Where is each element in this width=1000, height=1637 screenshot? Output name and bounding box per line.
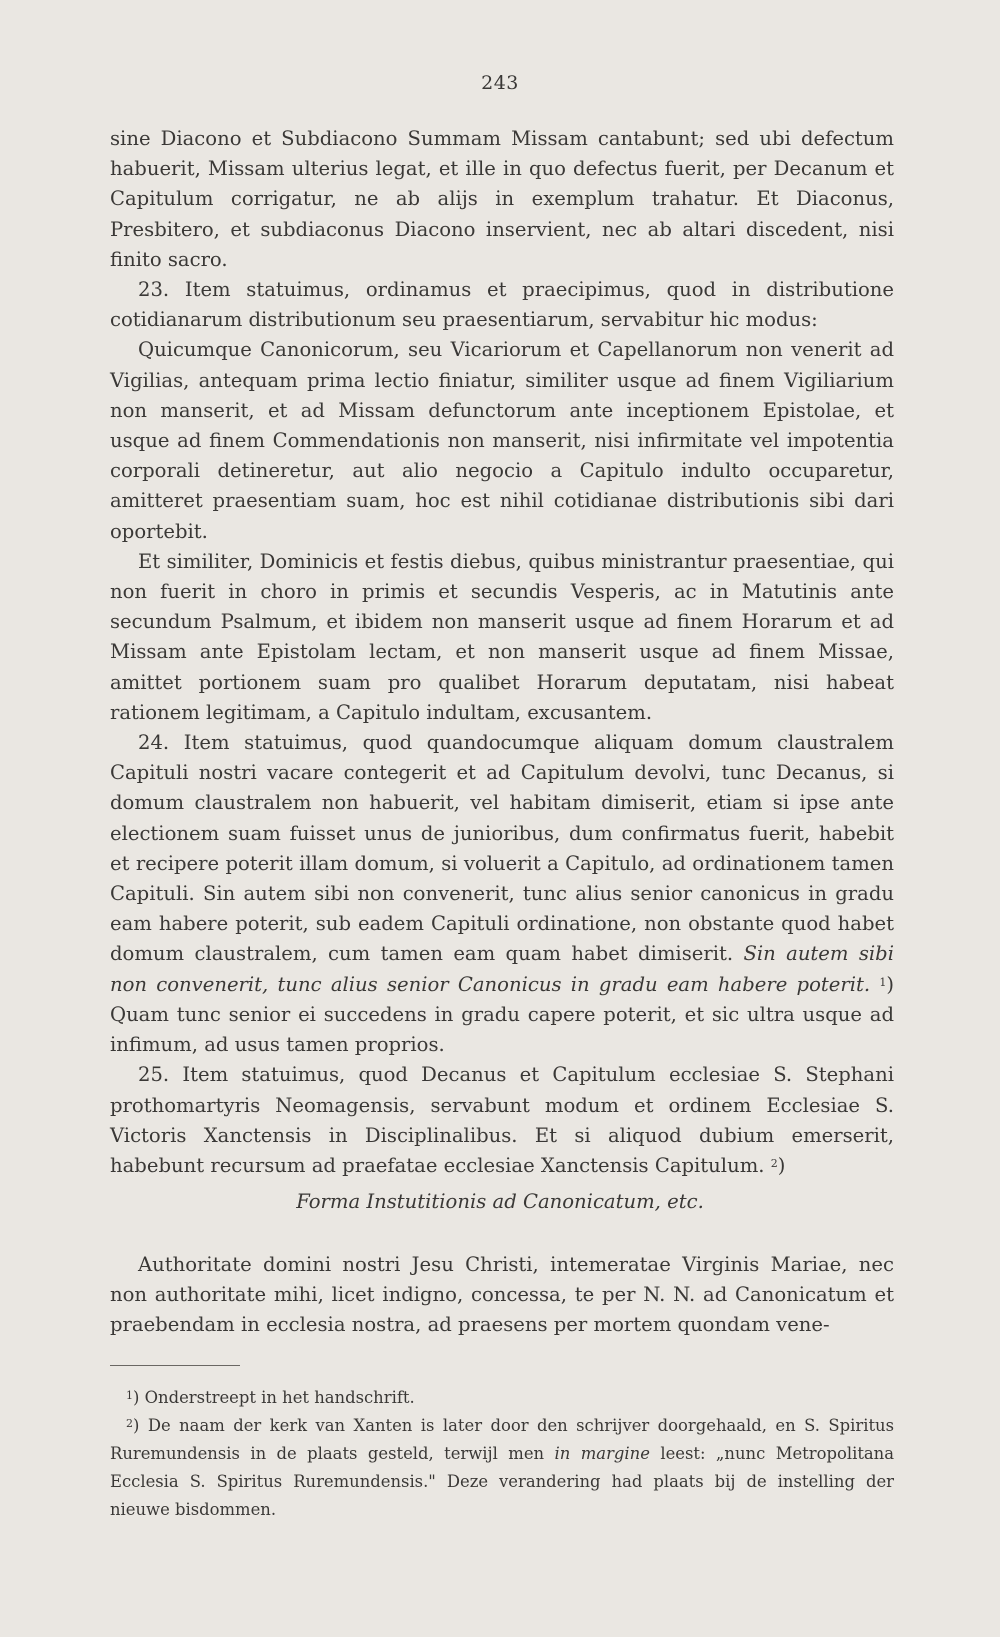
footnote-divider <box>110 1365 240 1366</box>
paragraph-25: 25. Item statuimus, quod Decanus et Capitulum ecclesiae S. Stephani prothomartyris Neomagensis, servabunt modum et ordinem Ecclesiae S. Victoris Xanctensis in Disciplinalibus. Et si aliquod dubium emerserit, habebunt recursum ad praefatae ecclesiae Xanctensis Capitulum. $^2$) <box>110 1063 894 1177</box>
footnote-2-italic: in margine <box>554 1444 650 1463</box>
underlined-passage: Sin autem sibi non convenerit, tunc alius senior Canonicus in gradu eam habere poterit. <box>110 942 894 996</box>
paragraph-24-end: Quam tunc senior ei succedens in gradu capere poterit, et sic ultra usque ad infimum, ad usus tamen proprios. <box>110 1002 894 1057</box>
footnote-2-text-b: leest: „nunc Metropolitana Ecclesia S. Spiritus Ruremundensis." Deze verandering had plaats bij de instelling der nieuwe bisdommen. <box>110 1444 895 1519</box>
paragraph-23: 23. Item statuimus, ordinamus et praecipimus, quod in distributione cotidianarum distributionum seu praesentiarum, servabitur hic modus: <box>110 278 894 332</box>
page-number: 243 <box>481 72 519 94</box>
footnote-2-mark: 2 <box>126 1417 133 1430</box>
paragraph-24-text: 24. Item statuimus, quod quandocumque aliquam domum claustralem Capituli nostri vacare contegerit et ad Capitulum devolvi, tunc Decanus, si domum claustralem non habuerit, vel habitam dimiserit, etiam si ipse ante electionem suam fuisset unus de junioribus, dum confirmatus fuerit, habebit et recipere poterit illam domum, si voluerit a Capitulo, ad ordinationem tamen Capituli. Sin autem sibi non convenerit, tunc alius senior canonicus in gradu eam habere poterit, sub eadem Capituli ordinatione, non obstante quod habet domum claustralem, cum tamen eam quam habet dimiserit. <box>110 731 894 966</box>
paragraph-25-text: 25. Item statuimus, quod Decanus et Capitulum ecclesiae S. Stephani prothomartyris Neomagensis, servabunt modum et ordinem Ecclesiae S. Victoris Xanctensis in Disciplinalibus. Et si aliquod dubium emerserit, habebunt recursum ad praefatae ecclesiae Xanctensis Capitulum. <box>110 1063 894 1177</box>
footnotes <box>110 1384 894 1524</box>
footnote-1-text: Onderstreept in het handschrift. <box>144 1388 415 1407</box>
paragraph-continuation: sine Diacono et Subdiacono Summam Missam cantabunt; sed ubi defectum habuerit, Missam ulterius legat, et ille in quo defectus fuerit, per Decanum et Capitulum corrigatur, ne ab alijs in exemplum trahatur. Et Diaconus, Presbitero, et subdiaconus Diacono inservient, nec ab altari discedent, nisi finito sacro. <box>110 127 894 271</box>
formula-text: Authoritate domini nostri Jesu Christi, intemeratae Virginis Mariae, nec non authoritate mihi, licet indigno, concessa, te per N. N. ad Canonicatum et praebendam in ecclesia nostra, ad praesens per mortem quondam vene- <box>110 1253 894 1337</box>
footnote-2: $^2$) De naam der kerk van Xanten is later door den schrijver doorgehaald, en S. Spiritus Ruremundensis in de plaats gesteld, terwijl men in margine leest: „nunc Metropolitana Ecclesia S. Spiritus Ruremundensis." Deze verandering had plaats bij de instelling der nieuwe bisdommen. <box>110 1416 895 1519</box>
paragraph-quicumque: Quicumque Canonicorum, seu Vicariorum et Capellanorum non venerit ad Vigilias, antequam prima lectio finiatur, similiter usque ad finem Vigiliarium non manserit, et ad Missam defunctorum ante inceptionem Epistolae, et usque ad finem Commendationis non manserit, nisi infirmitate vel impotentia corporali detineretur, aut alio negocio a Capitulo indulto occuparetur, amitteret praesentiam suam, hoc est nihil cotidianae distributionis sibi dari oportebit. <box>110 338 894 543</box>
paragraph-24: 24. Item statuimus, quod quandocumque aliquam domum claustralem Capituli nostri vacare contegerit et ad Capitulum devolvi, tunc Decanus, si domum claustralem non habuerit, vel habitam dimiserit, etiam si ipse ante electionem suam fuisset unus de junioribus, dum confirmatus fuerit, habebit et recipere poterit illam domum, si voluerit a Capitulo, ad ordinationem tamen Capituli. Sin autem sibi non convenerit, tunc alius senior canonicus in gradu eam habere poterit, sub eadem Capituli ordinatione, non obstante quod habet domum claustralem, cum tamen eam quam habet dimiserit. Sin autem sibi non convenerit, tunc alius senior Canonicus in gradu eam habere poterit. $^1$) Quam tunc senior ei succedens in gradu capere poterit, et sic ultra usque ad infimum, ad usus tamen proprios. <box>110 731 894 1057</box>
footnote-1-mark: 1 <box>126 1389 133 1402</box>
footnote-1: $^1$) Onderstreept in het handschrift. <box>126 1388 415 1407</box>
footnote-ref-2: 2 <box>770 1156 778 1170</box>
paragraph-et-similiter: Et similiter, Dominicis et festis diebus, quibus ministrantur praesentiae, qui non fuerit in choro in primis et secundis Vesperis, ac in Matutinis ante secundum Psalmum, et ibidem non manserit usque ad finem Horarum et ad Missam ante Epistolam lectam, et non manserit usque ad finem Missae, amittet portionem suam pro qualibet Horarum deputatam, nisi habeat rationem legitimam, a Capitulo indultam, excusantem. <box>110 549 894 724</box>
footnote-2-text-a: De naam der kerk van Xanten is later door den schrijver doorgehaald, en S. Spiritus Ruremundensis in de plaats gesteld, terwijl men <box>110 1416 894 1463</box>
footnote-ref-1: 1 <box>879 975 887 989</box>
main-text <box>110 124 894 1181</box>
section-title: Forma Instutitionis ad Canonicatum, etc. <box>296 1190 704 1213</box>
